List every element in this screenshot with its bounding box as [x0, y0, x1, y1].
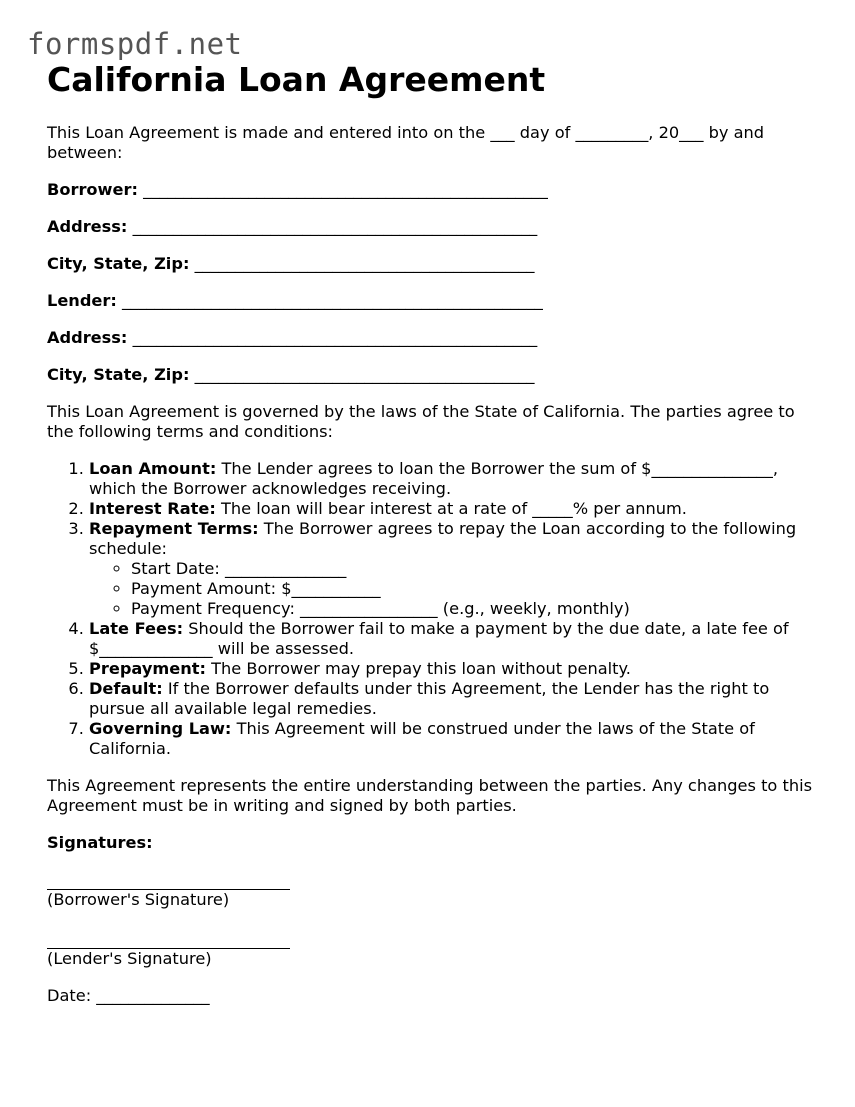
field-blank: ____________________________________________________: [122, 291, 543, 310]
term-label: Prepayment:: [89, 659, 206, 678]
field-label: City, State, Zip:: [47, 254, 190, 273]
lender-signature-label: (Lender's Signature): [47, 949, 212, 968]
schedule-payment-frequency: ◦ Payment Frequency: _________________ (e.g., weekly, monthly): [131, 599, 817, 619]
lender-city-state-zip-field[interactable]: [47, 365, 817, 385]
borrower-name-field[interactable]: [47, 180, 817, 200]
term-label: Interest Rate:: [89, 499, 216, 518]
borrower-signature-line[interactable]: [47, 872, 290, 890]
term-label: Late Fees:: [89, 619, 184, 638]
term-prepayment: [89, 659, 817, 679]
entire-agreement-paragraph: This Agreement represents the entire understanding between the parties. Any changes to this Agreement must be in writing and signed by both parties.: [47, 776, 813, 815]
term-label: Governing Law:: [89, 719, 232, 738]
term-repayment-terms: [89, 519, 817, 619]
borrower-address-field[interactable]: [47, 217, 817, 237]
term-interest-rate: [89, 499, 817, 519]
field-blank: __________________________________________________: [132, 328, 538, 347]
lender-address-field[interactable]: [47, 328, 817, 348]
lender-name-field[interactable]: [47, 291, 817, 311]
borrower-city-state-zip-field[interactable]: [47, 254, 817, 274]
term-text: Should the Borrower fail to make a payment by the due date, a late fee of $______________ will be assessed.: [89, 619, 789, 658]
schedule-payment-amount: ◦ Payment Amount: $___________: [131, 579, 817, 599]
date-field[interactable]: Date: ______________: [47, 986, 210, 1005]
field-label: Lender:: [47, 291, 117, 310]
term-label: Repayment Terms:: [89, 519, 259, 538]
terms-list: [47, 459, 817, 759]
field-blank: __________________________________________: [194, 365, 535, 384]
document-title: California Loan Agreement: [47, 60, 546, 99]
term-text: The loan will bear interest at a rate of _____% per annum.: [220, 499, 687, 518]
term-text: The Borrower agrees to repay the Loan according to the following schedule:: [89, 519, 797, 558]
term-governing-law: [89, 719, 817, 759]
field-label: Address:: [47, 328, 128, 347]
field-blank: __________________________________________________: [143, 180, 548, 199]
term-text: If the Borrower defaults under this Agreement, the Lender has the right to pursue all available legal remedies.: [89, 679, 770, 718]
signatures-heading: Signatures:: [47, 833, 153, 852]
lender-signature-line[interactable]: [47, 931, 290, 949]
field-blank: __________________________________________: [194, 254, 535, 273]
document-body: [47, 123, 817, 1006]
field-label: Borrower:: [47, 180, 138, 199]
term-text: This Agreement will be construed under the laws of the State of California.: [89, 719, 755, 758]
repayment-schedule-list: [89, 559, 817, 619]
term-label: Loan Amount:: [89, 459, 217, 478]
field-label: Address:: [47, 217, 128, 236]
term-late-fees: [89, 619, 817, 659]
schedule-start-date: ◦ Start Date: _______________: [131, 559, 817, 579]
borrower-signature-label: (Borrower's Signature): [47, 890, 230, 909]
watermark-logo: formspdf.net: [27, 27, 243, 61]
field-label: City, State, Zip:: [47, 365, 190, 384]
term-default: [89, 679, 817, 719]
governing-intro-paragraph: This Loan Agreement is governed by the laws of the State of California. The parties agree to the following terms and conditions:: [47, 402, 795, 441]
term-label: Default:: [89, 679, 163, 698]
intro-paragraph: This Loan Agreement is made and entered into on the ___ day of _________, 20___ by and between:: [47, 123, 765, 162]
term-loan-amount: [89, 459, 817, 499]
term-text: The Lender agrees to loan the Borrower the sum of $_______________, which the Borrower acknowledges receiving.: [89, 459, 779, 498]
term-text: The Borrower may prepay this loan without penalty.: [211, 659, 631, 678]
field-blank: __________________________________________________: [132, 217, 538, 236]
